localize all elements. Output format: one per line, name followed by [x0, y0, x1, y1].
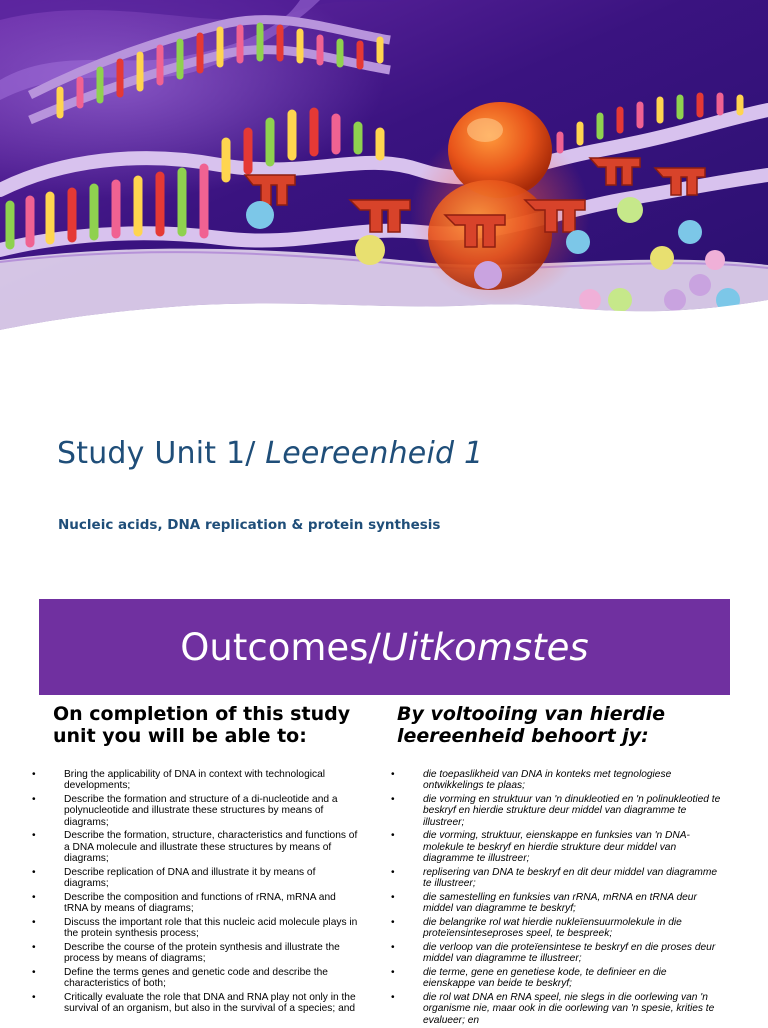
- afrikaans-outcomes-list: [391, 769, 721, 1028]
- slide-subtitle: Nucleic acids, DNA replication & protein synthesis: [58, 517, 441, 533]
- afrikaans-column-heading: By voltooiing van hierdie leereenheid behoort jy:: [397, 703, 666, 747]
- list-item: • Define the terms genes and genetic code and describe the characteristics of both;: [32, 967, 362, 990]
- list-item: • die samestelling en funksies van rRNA, mRNA en tRNA deur middel van diagramme te beskryf;: [391, 892, 721, 915]
- list-item: • Describe replication of DNA and illustrate it by means of diagrams;: [32, 867, 362, 890]
- list-item: • Bring the applicability of DNA in context with technological developments;: [32, 769, 362, 792]
- list-item: • Describe the formation and structure of a di-nucleotide and a polynucleotide and illustrate these structures by means of diagrams;: [32, 794, 362, 828]
- outcomes-title-afrikaans: Uitkomstes: [380, 625, 589, 669]
- outcomes-header-banner: [39, 599, 730, 695]
- list-item: • die belangrike rol wat hierdie nukleïensuurmolekule in die proteïensinteseproses speel, te bespreek;: [391, 917, 721, 940]
- english-outcomes-list: [32, 769, 362, 1017]
- slide-title-afrikaans: Leereenheid 1: [265, 436, 484, 471]
- list-item: • die vorming en struktuur van 'n dinukleotied en 'n polinukleotied te beskryf en hierdie strukture deur middel van diagramme te illustreer;: [391, 794, 721, 828]
- list-item: • die toepaslikheid van DNA in konteks met tegnologiese ontwikkelings te plaas;: [391, 769, 721, 792]
- list-item: • Describe the course of the protein synthesis and illustrate the process by means of diagrams;: [32, 942, 362, 965]
- list-item: • Describe the formation, structure, characteristics and functions of a DNA molecule and illustrate these structures by means of diagrams;: [32, 830, 362, 864]
- list-item: • Discuss the important role that this nucleic acid molecule plays in the protein synthesis process;: [32, 917, 362, 940]
- slide-title: [57, 436, 483, 471]
- slide-title-english: Study Unit 1/: [57, 436, 266, 471]
- list-item: • die terme, gene en genetiese kode, te definieer en die eienskappe van beide te beskryf;: [391, 967, 721, 990]
- english-column-heading: On completion of this study unit you will be able to:: [53, 703, 351, 747]
- dna-protein-synthesis-illustration: [0, 0, 768, 350]
- list-item: • replisering van DNA te beskryf en dit deur middel van diagramme te illustreer;: [391, 867, 721, 890]
- outcomes-title-english: Outcomes/: [180, 625, 381, 669]
- list-item: • Critically evaluate the role that DNA and RNA play not only in the survival of an organism, but also in the survival of a species; and: [32, 992, 362, 1015]
- list-item: • Describe the composition and functions of rRNA, mRNA and tRNA by means of diagrams;: [32, 892, 362, 915]
- list-item: • die rol wat DNA en RNA speel, nie slegs in die oorlewing van 'n organisme nie, maar ook in die oorlewing van 'n spesie, krities te evalueer; en: [391, 992, 721, 1026]
- list-item: • die verloop van die proteïensintese te beskryf en die proses deur middel van diagramme te illustreer;: [391, 942, 721, 965]
- list-item: • die vorming, struktuur, eienskappe en funksies van 'n DNA-molekule te beskryf en hierdie strukture deur middel van diagramme te illustreer;: [391, 830, 721, 864]
